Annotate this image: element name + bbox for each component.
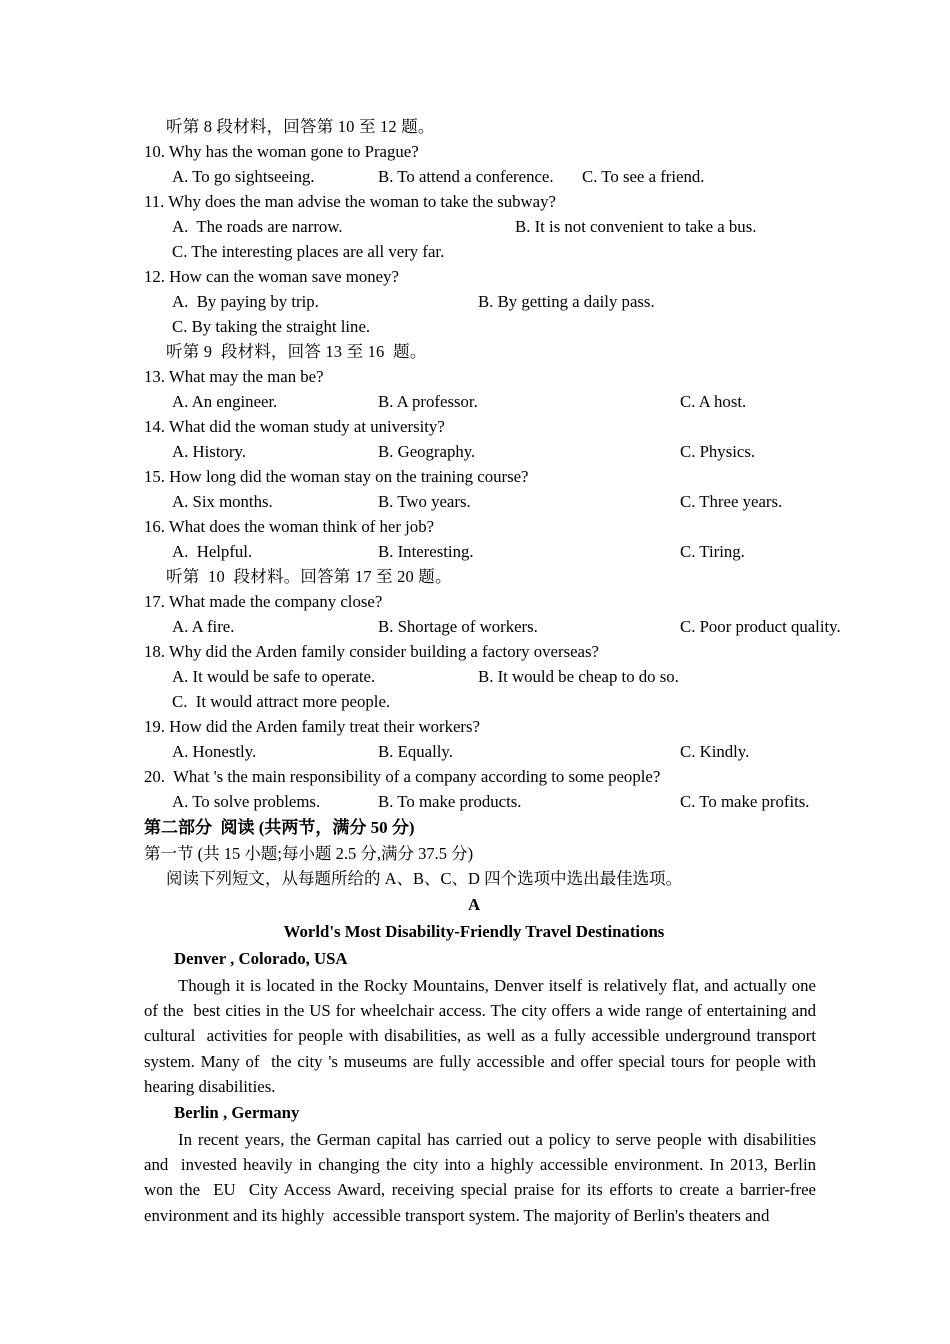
question-15-option-b[interactable]: B. Two years. [378, 492, 471, 511]
question-11-options-row-1 [144, 214, 820, 239]
listening-section-9-header: 听第 9 段材料，回答 13 至 16 题。 [166, 342, 427, 361]
question-18-option-b[interactable]: B. It would be cheap to do so. [478, 667, 679, 686]
question-10-options [144, 164, 820, 189]
question-20-options [144, 789, 820, 814]
question-13-text: 13. What may the man be? [144, 367, 324, 386]
question-15-options [144, 489, 820, 514]
question-12-option-a[interactable]: A. By paying by trip. [172, 292, 319, 311]
passage-entry-body-berlin: In recent years, the German capital has carried out a policy to serve people with disabilities and invested heavily in changing the city into a highly accessible environment. In 2013, Berlin won the EU City Access Award, receiving special praise for its efforts to create a barrier-free environment and its highly accessible transport system. The majority of Berlin's theaters and [144, 1130, 821, 1225]
question-13-option-c[interactable]: C. A host. [680, 392, 747, 411]
question-17-text: 17. What made the company close? [144, 592, 383, 611]
listening-section-8-header: 听第 8 段材料，回答第 10 至 12 题。 [166, 117, 435, 136]
question-18-options-row-2 [144, 689, 820, 714]
question-16-text: 16. What does the woman think of her job? [144, 517, 435, 536]
question-10-option-b[interactable]: B. To attend a conference. [378, 167, 554, 186]
question-14-option-a[interactable]: A. History. [172, 442, 246, 461]
question-14-options [144, 439, 820, 464]
question-14-option-c[interactable]: C. Physics. [680, 442, 756, 461]
question-12-options-row-1 [144, 289, 820, 314]
question-11-option-c[interactable]: C. The interesting places are all very far. [172, 242, 445, 261]
question-15-option-a[interactable]: A. Six months. [172, 492, 273, 511]
question-20-option-c[interactable]: C. To make profits. [680, 792, 810, 811]
question-10-text: 10. Why has the woman gone to Prague? [144, 142, 419, 161]
question-19-text: 19. How did the Arden family treat their workers? [144, 717, 480, 736]
passage-entry-body-denver: Though it is located in the Rocky Mountains, Denver itself is relatively flat, and actually one of the best cities in the US for wheelchair access. The city offers a wide range of entertaining and cultural activities for people with disabilities, as well as a fully accessible underground transport system. Many of the city 's museums are fully accessible and offer special tours for people with hearing disabilities. [144, 976, 821, 1096]
question-11-options-row-2 [144, 239, 820, 264]
passage-title: World's Most Disability-Friendly Travel Destinations [283, 922, 665, 941]
question-19-option-a[interactable]: A. Honestly. [172, 742, 257, 761]
question-18-text: 18. Why did the Arden family consider building a factory overseas? [144, 642, 599, 661]
question-18-option-a[interactable]: A. It would be safe to operate. [172, 667, 376, 686]
question-14-option-b[interactable]: B. Geography. [378, 442, 476, 461]
question-16-option-a[interactable]: A. Helpful. [172, 542, 253, 561]
question-18-option-c[interactable]: C. It would attract more people. [172, 692, 391, 711]
question-20-text: 20. What 's the main responsibility of a company according to some people? [144, 767, 661, 786]
question-17-option-b[interactable]: B. Shortage of workers. [378, 617, 538, 636]
question-11-text: 11. Why does the man advise the woman to take the subway? [144, 192, 556, 211]
question-15-option-c[interactable]: C. Three years. [680, 492, 783, 511]
question-19-option-c[interactable]: C. Kindly. [680, 742, 750, 761]
passage-entry-city-berlin: Berlin , Germany [174, 1103, 300, 1123]
question-10-option-a[interactable]: A. To go sightseeing. [172, 167, 315, 186]
question-10-option-c[interactable]: C. To see a friend. [582, 167, 705, 186]
question-19-options [144, 739, 820, 764]
question-13-option-b[interactable]: B. A professor. [378, 392, 478, 411]
question-19-option-b[interactable]: B. Equally. [378, 742, 453, 761]
question-20-option-a[interactable]: A. To solve problems. [172, 792, 321, 811]
part-two-section-one-heading: 第一节 (共 15 小题;每小题 2.5 分,满分 37.5 分) [144, 844, 474, 863]
question-12-options-row-2 [144, 314, 820, 339]
question-11-option-a[interactable]: A. The roads are narrow. [172, 217, 343, 236]
question-15-text: 15. How long did the woman stay on the training course? [144, 467, 529, 486]
question-16-option-b[interactable]: B. Interesting. [378, 542, 474, 561]
reading-instruction: 阅读下列短文，从每题所给的 A、B、C、D 四个选项中选出最佳选项。 [166, 869, 683, 888]
question-17-options [144, 614, 841, 639]
question-18-options-row-1 [144, 664, 820, 689]
question-12-option-b[interactable]: B. By getting a daily pass. [478, 292, 655, 311]
question-11-option-b[interactable]: B. It is not convenient to take a bus. [515, 217, 757, 236]
question-16-options [144, 539, 820, 564]
question-12-option-c[interactable]: C. By taking the straight line. [172, 317, 371, 336]
passage-entry-city-denver: Denver , Colorado, USA [174, 949, 348, 968]
question-13-options [144, 389, 820, 414]
question-17-option-c[interactable]: C. Poor product quality. [680, 617, 841, 636]
question-13-option-a[interactable]: A. An engineer. [172, 392, 278, 411]
question-12-text: 12. How can the woman save money? [144, 267, 399, 286]
question-17-option-a[interactable]: A. A fire. [172, 617, 235, 636]
passage-letter: A [467, 895, 481, 914]
question-14-text: 14. What did the woman study at university? [144, 417, 445, 436]
listening-section-10-header: 听第 10 段材料。回答第 17 至 20 题。 [166, 567, 452, 586]
question-16-option-c[interactable]: C. Tiring. [680, 542, 745, 561]
part-two-heading: 第二部分 阅读 (共两节，满分 50 分) [144, 818, 415, 837]
question-20-option-b[interactable]: B. To make products. [378, 792, 522, 811]
